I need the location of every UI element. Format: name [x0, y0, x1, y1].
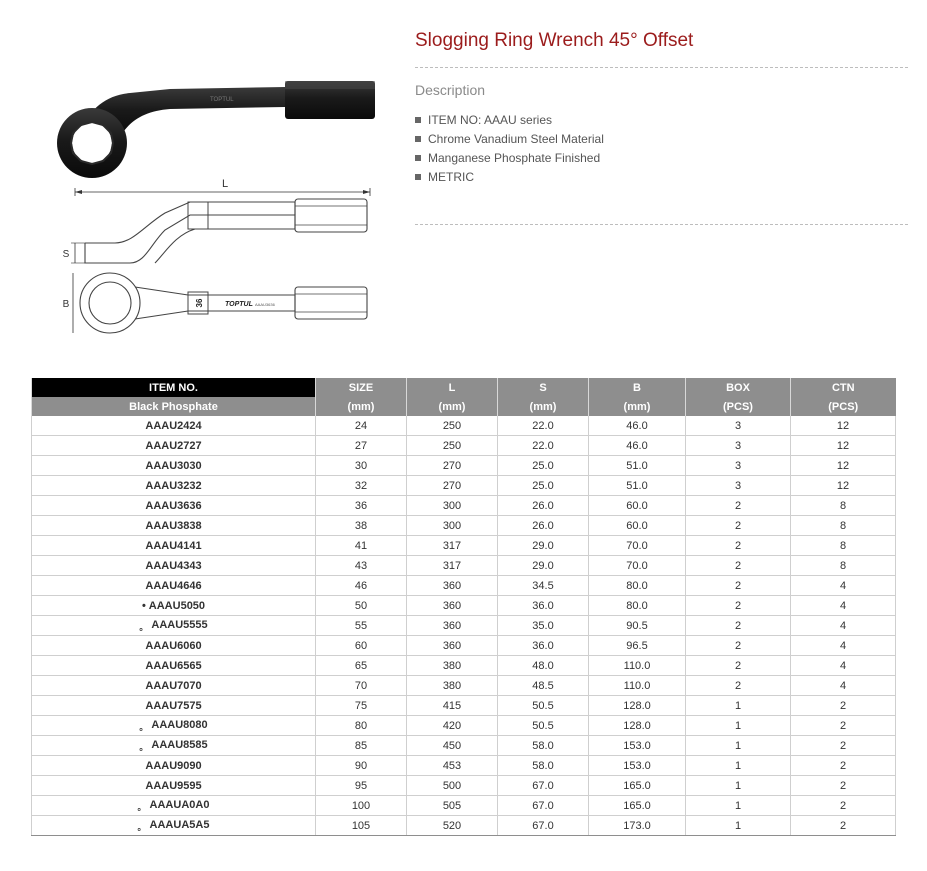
table-row — [32, 536, 896, 556]
cell-item-no — [32, 716, 316, 736]
cell-ctn: 2 — [791, 796, 896, 816]
cell-b: 80.0 — [589, 596, 686, 616]
cell-item-no — [32, 756, 316, 776]
cell-s: 36.0 — [498, 636, 589, 656]
cell-item-no — [32, 536, 316, 556]
cell-size: 46 — [316, 576, 407, 596]
square-bullet-icon — [415, 117, 421, 123]
item-code: AAAU7070 — [145, 679, 202, 692]
cell-box: 2 — [686, 556, 791, 576]
cell-b: 128.0 — [589, 716, 686, 736]
header-ctn-unit: (PCS) — [791, 397, 896, 416]
cell-item-no — [32, 656, 316, 676]
item-code: AAAU2424 — [145, 419, 202, 432]
cell-item-no — [32, 696, 316, 716]
cell-ctn: 4 — [791, 576, 896, 596]
cell-l: 415 — [407, 696, 498, 716]
cell-b: 60.0 — [589, 496, 686, 516]
header-l: L — [407, 378, 498, 397]
item-code: AAAUA0A0 — [149, 798, 210, 811]
cell-l: 250 — [407, 416, 498, 436]
cell-size: 85 — [316, 736, 407, 756]
cell-ctn: 2 — [791, 716, 896, 736]
cell-box: 2 — [686, 496, 791, 516]
header-box-unit: (PCS) — [686, 397, 791, 416]
cell-box: 2 — [686, 636, 791, 656]
item-code: AAAU9595 — [145, 779, 202, 792]
item-code: AAAU4343 — [145, 559, 202, 572]
item-code: AAAUA5A5 — [149, 818, 210, 831]
cell-box: 3 — [686, 476, 791, 496]
feature-item — [415, 148, 604, 167]
cell-b: 96.5 — [589, 636, 686, 656]
feature-text: METRIC — [428, 169, 474, 184]
cell-box: 1 — [686, 776, 791, 796]
cell-ctn: 8 — [791, 496, 896, 516]
row-marker: 。 — [137, 821, 147, 832]
cell-s: 67.0 — [498, 796, 589, 816]
cell-s: 29.0 — [498, 536, 589, 556]
cell-s: 58.0 — [498, 756, 589, 776]
dim-s-label: S — [62, 249, 70, 260]
table-row — [32, 656, 896, 676]
item-code: AAAU4646 — [145, 579, 202, 592]
table-row — [32, 616, 896, 636]
cell-item-no — [32, 676, 316, 696]
cell-s: 34.5 — [498, 576, 589, 596]
cell-size: 60 — [316, 636, 407, 656]
table-row — [32, 676, 896, 696]
table-row — [32, 696, 896, 716]
item-code: AAAU6565 — [145, 659, 202, 672]
cell-item-no — [32, 776, 316, 796]
table-row — [32, 516, 896, 536]
row-marker: 。 — [139, 721, 149, 732]
product-photo — [50, 75, 390, 190]
cell-l: 520 — [407, 816, 498, 836]
table-row — [32, 756, 896, 776]
square-bullet-icon — [415, 155, 421, 161]
cell-s: 35.0 — [498, 616, 589, 636]
header-b-unit: (mm) — [589, 397, 686, 416]
cell-size: 100 — [316, 796, 407, 816]
cell-s: 67.0 — [498, 816, 589, 836]
cell-ctn: 2 — [791, 696, 896, 716]
cell-item-no — [32, 416, 316, 436]
cell-l: 360 — [407, 576, 498, 596]
item-code: AAAU7575 — [145, 699, 202, 712]
cell-l: 500 — [407, 776, 498, 796]
feature-item — [415, 110, 604, 129]
cell-box: 2 — [686, 676, 791, 696]
cell-b: 51.0 — [589, 456, 686, 476]
header-size-unit: (mm) — [316, 397, 407, 416]
cell-b: 46.0 — [589, 416, 686, 436]
cell-ctn: 12 — [791, 476, 896, 496]
table-row — [32, 556, 896, 576]
feature-list — [415, 110, 604, 186]
cell-s: 25.0 — [498, 476, 589, 496]
row-marker: 。 — [139, 621, 149, 632]
cell-b: 153.0 — [589, 756, 686, 776]
table-row — [32, 716, 896, 736]
feature-text: ITEM NO: AAAU series — [428, 112, 553, 127]
cell-box: 1 — [686, 756, 791, 776]
cell-l: 505 — [407, 796, 498, 816]
cell-l: 270 — [407, 476, 498, 496]
cell-b: 165.0 — [589, 776, 686, 796]
cell-item-no — [32, 816, 316, 836]
divider-bottom — [415, 224, 908, 225]
cell-size: 43 — [316, 556, 407, 576]
cell-b: 60.0 — [589, 516, 686, 536]
cell-b: 70.0 — [589, 536, 686, 556]
cell-l: 450 — [407, 736, 498, 756]
table-row — [32, 596, 896, 616]
cell-b: 165.0 — [589, 796, 686, 816]
item-code: AAAU5555 — [151, 618, 208, 631]
cell-ctn: 2 — [791, 776, 896, 796]
cell-s: 50.5 — [498, 716, 589, 736]
product-title: Slogging Ring Wrench 45° Offset — [415, 30, 694, 51]
cell-box: 2 — [686, 576, 791, 596]
cell-l: 380 — [407, 656, 498, 676]
cell-box: 1 — [686, 716, 791, 736]
dim-b-label: B — [62, 299, 70, 310]
cell-size: 41 — [316, 536, 407, 556]
cell-ctn: 12 — [791, 456, 896, 476]
cell-s: 25.0 — [498, 456, 589, 476]
cell-item-no — [32, 516, 316, 536]
cell-item-no — [32, 456, 316, 476]
table-row — [32, 436, 896, 456]
cell-item-no — [32, 436, 316, 456]
item-code: AAAU3030 — [145, 459, 202, 472]
cell-s: 26.0 — [498, 496, 589, 516]
spec-table — [31, 378, 896, 836]
cell-l: 453 — [407, 756, 498, 776]
cell-s: 67.0 — [498, 776, 589, 796]
photo-engraving: TOPTUL — [210, 97, 234, 103]
cell-b: 173.0 — [589, 816, 686, 836]
cell-box: 3 — [686, 416, 791, 436]
table-row — [32, 776, 896, 796]
cell-box: 2 — [686, 656, 791, 676]
cell-size: 32 — [316, 476, 407, 496]
cell-size: 75 — [316, 696, 407, 716]
cell-size: 90 — [316, 756, 407, 776]
header-size: SIZE — [316, 378, 407, 397]
cell-l: 300 — [407, 516, 498, 536]
table-row — [32, 576, 896, 596]
brand-mark: TOPTUL — [225, 301, 253, 308]
cell-l: 250 — [407, 436, 498, 456]
cell-ctn: 4 — [791, 656, 896, 676]
cell-s: 22.0 — [498, 436, 589, 456]
technical-drawing — [55, 175, 385, 335]
cell-l: 380 — [407, 676, 498, 696]
cell-s: 26.0 — [498, 516, 589, 536]
description-heading: Description — [415, 82, 486, 98]
cell-box: 3 — [686, 456, 791, 476]
cell-size: 24 — [316, 416, 407, 436]
cell-item-no — [32, 476, 316, 496]
cell-box: 3 — [686, 436, 791, 456]
cell-b: 51.0 — [589, 476, 686, 496]
cell-box: 1 — [686, 696, 791, 716]
header-s-unit: (mm) — [498, 397, 589, 416]
feature-text: Chrome Vanadium Steel Material — [428, 131, 604, 146]
feature-item — [415, 167, 604, 186]
cell-ctn: 2 — [791, 816, 896, 836]
cell-ctn: 8 — [791, 556, 896, 576]
item-code: AAAU9090 — [145, 759, 202, 772]
cell-size: 36 — [316, 496, 407, 516]
dim-l-label: L — [221, 178, 229, 190]
table-row — [32, 476, 896, 496]
part-code-mark: AAAU3636 — [255, 302, 275, 307]
header-item-no: ITEM NO. — [32, 378, 316, 397]
item-code: AAAU4141 — [145, 539, 202, 552]
item-code: AAAU2727 — [145, 439, 202, 452]
cell-box: 2 — [686, 596, 791, 616]
row-marker: 。 — [137, 801, 147, 812]
table-header — [32, 378, 896, 416]
cell-item-no — [32, 636, 316, 656]
table-row — [32, 416, 896, 436]
cell-s: 36.0 — [498, 596, 589, 616]
cell-ctn: 12 — [791, 436, 896, 456]
cell-b: 110.0 — [589, 656, 686, 676]
cell-s: 50.5 — [498, 696, 589, 716]
header-s: S — [498, 378, 589, 397]
cell-size: 27 — [316, 436, 407, 456]
divider-top — [415, 67, 908, 68]
cell-l: 300 — [407, 496, 498, 516]
item-code: AAAU8080 — [151, 718, 208, 731]
cell-size: 80 — [316, 716, 407, 736]
item-code: AAAU8585 — [151, 738, 208, 751]
cell-l: 360 — [407, 616, 498, 636]
cell-l: 270 — [407, 456, 498, 476]
header-ctn: CTN — [791, 378, 896, 397]
cell-s: 29.0 — [498, 556, 589, 576]
table-row — [32, 736, 896, 756]
cell-ctn: 2 — [791, 756, 896, 776]
size-mark: 36 — [195, 298, 204, 308]
cell-size: 70 — [316, 676, 407, 696]
cell-box: 2 — [686, 616, 791, 636]
cell-b: 153.0 — [589, 736, 686, 756]
cell-size: 65 — [316, 656, 407, 676]
cell-s: 48.5 — [498, 676, 589, 696]
cell-box: 1 — [686, 816, 791, 836]
item-code: AAAU5050 — [148, 599, 206, 612]
cell-b: 90.5 — [589, 616, 686, 636]
cell-l: 360 — [407, 636, 498, 656]
cell-item-no — [32, 736, 316, 756]
header-l-unit: (mm) — [407, 397, 498, 416]
cell-item-no — [32, 616, 316, 636]
cell-l: 317 — [407, 536, 498, 556]
row-marker: 。 — [139, 741, 149, 752]
header-b: B — [589, 378, 686, 397]
cell-size: 95 — [316, 776, 407, 796]
cell-ctn: 12 — [791, 416, 896, 436]
cell-b: 46.0 — [589, 436, 686, 456]
item-code: AAAU3636 — [145, 499, 202, 512]
cell-item-no — [32, 496, 316, 516]
item-code: AAAU3838 — [145, 519, 202, 532]
cell-box: 2 — [686, 536, 791, 556]
item-code: AAAU6060 — [145, 639, 202, 652]
cell-item-no — [32, 596, 316, 616]
cell-size: 50 — [316, 596, 407, 616]
cell-b: 70.0 — [589, 556, 686, 576]
cell-item-no — [32, 556, 316, 576]
cell-ctn: 4 — [791, 616, 896, 636]
cell-box: 2 — [686, 516, 791, 536]
cell-size: 55 — [316, 616, 407, 636]
table-row — [32, 496, 896, 516]
table-row — [32, 796, 896, 816]
cell-box: 1 — [686, 796, 791, 816]
cell-size: 38 — [316, 516, 407, 536]
cell-ctn: 4 — [791, 596, 896, 616]
cell-ctn: 4 — [791, 636, 896, 656]
cell-ctn: 4 — [791, 676, 896, 696]
cell-ctn: 8 — [791, 536, 896, 556]
cell-s: 22.0 — [498, 416, 589, 436]
square-bullet-icon — [415, 136, 421, 142]
cell-ctn: 2 — [791, 736, 896, 756]
cell-size: 105 — [316, 816, 407, 836]
cell-item-no — [32, 576, 316, 596]
table-row — [32, 816, 896, 836]
cell-s: 48.0 — [498, 656, 589, 676]
feature-text: Manganese Phosphate Finished — [428, 150, 601, 165]
feature-item — [415, 129, 604, 148]
header-box: BOX — [686, 378, 791, 397]
table-row — [32, 456, 896, 476]
cell-size: 30 — [316, 456, 407, 476]
cell-b: 110.0 — [589, 676, 686, 696]
cell-b: 80.0 — [589, 576, 686, 596]
cell-box: 1 — [686, 736, 791, 756]
cell-ctn: 8 — [791, 516, 896, 536]
header-finish: Black Phosphate — [32, 397, 316, 416]
item-code: AAAU3232 — [145, 479, 202, 492]
table-row — [32, 636, 896, 656]
cell-l: 317 — [407, 556, 498, 576]
cell-l: 360 — [407, 596, 498, 616]
square-bullet-icon — [415, 174, 421, 180]
table-body — [32, 416, 896, 836]
cell-b: 128.0 — [589, 696, 686, 716]
cell-s: 58.0 — [498, 736, 589, 756]
cell-item-no — [32, 796, 316, 816]
cell-l: 420 — [407, 716, 498, 736]
row-marker: • — [141, 599, 146, 612]
